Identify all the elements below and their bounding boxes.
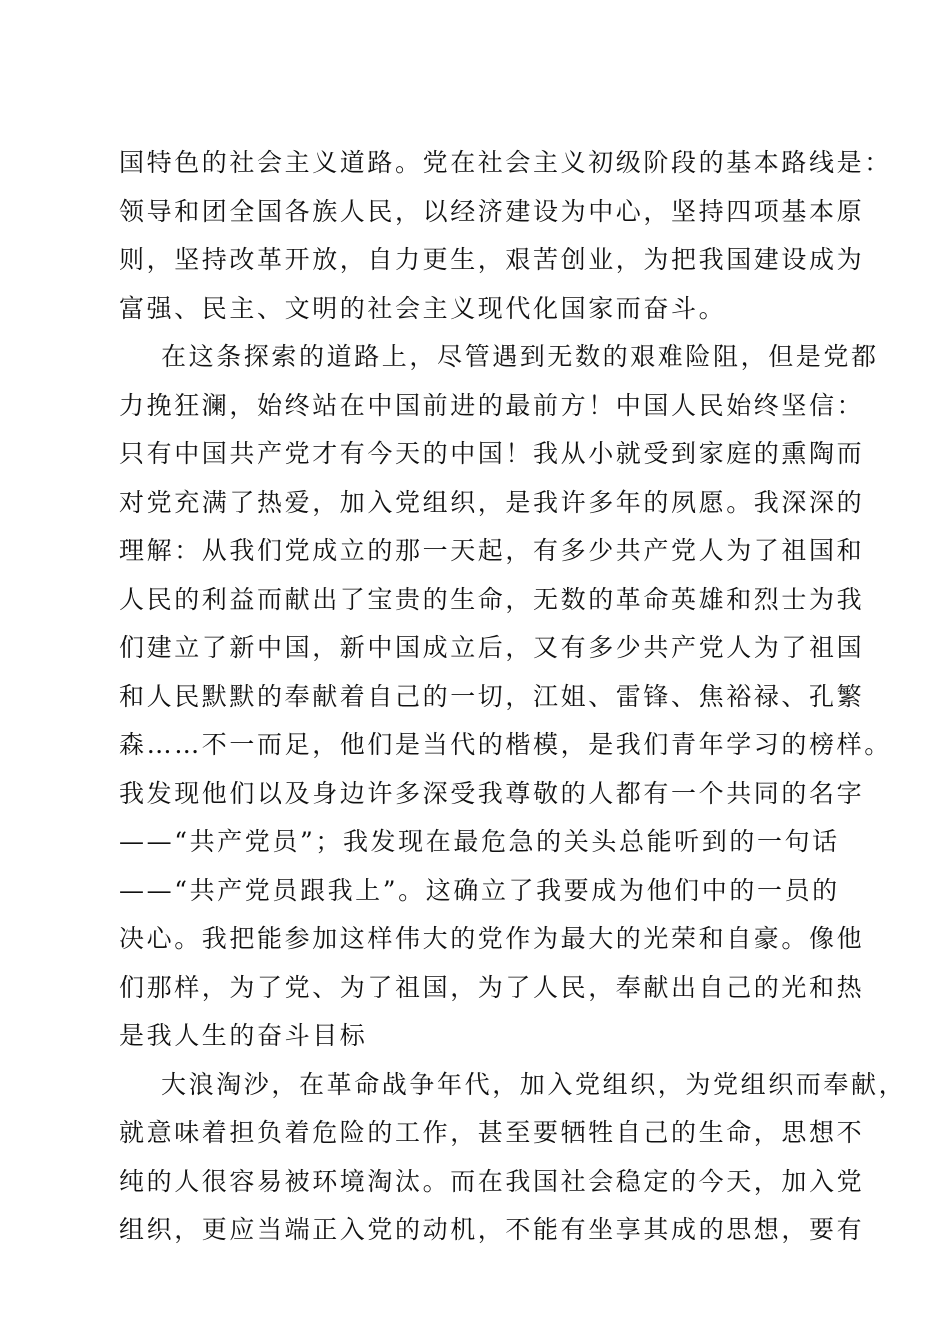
text-line: 领导和团全国各族人民，以经济建设为中心，坚持四项基本原	[119, 196, 865, 226]
text-line: 组织，更应当端正入党的动机，不能有坐享其成的思想，要有	[119, 1215, 865, 1244]
text-line: 大浪淘沙，在革命战争年代，加入党组织，为党组织而奉献，	[161, 1069, 907, 1099]
text-line: ——“共产党员”；我发现在最危急的关头总能听到的一句话	[119, 827, 840, 856]
text-line: 们那样，为了党、为了祖国，为了人民，奉献出自己的光和热	[119, 972, 865, 1002]
text-line: 们建立了新中国，新中国成立后，又有多少共产党人为了祖国	[119, 633, 865, 662]
text-line: 只有中国共产党才有今天的中国！我从小就受到家庭的熏陶而	[119, 439, 865, 468]
text-line: 对党充满了热爱，加入党组织，是我许多年的夙愿。我深深的	[119, 487, 865, 517]
text-line: 人民的利益而献出了宝贵的生命，无数的革命英雄和烈士为我	[119, 584, 865, 614]
text-line: 是我人生的奋斗目标	[119, 1021, 368, 1050]
text-line: 和人民默默的奉献着自己的一切，江姐、雷锋、焦裕禄、孔繁	[119, 681, 865, 711]
text-line: 纯的人很容易被环境淘汰。而在我国社会稳定的今天，加入党	[119, 1166, 865, 1196]
text-line: 理解：从我们党成立的那一天起，有多少共产党人为了祖国和	[119, 536, 865, 565]
text-line: ——“共产党员跟我上”。这确立了我要成为他们中的一员的	[119, 875, 840, 905]
text-line: 富强、民主、文明的社会主义现代化国家而奋斗。	[119, 293, 727, 323]
text-line: 国特色的社会主义道路。党在社会主义初级阶段的基本路线是：	[119, 148, 892, 177]
text-line: 森……不一而足，他们是当代的楷模，是我们青年学习的榜样。	[119, 730, 892, 759]
text-line: 决心。我把能参加这样伟大的党作为最大的光荣和自豪。像他	[119, 924, 865, 953]
document-body	[119, 139, 907, 1255]
paragraph-1	[119, 139, 892, 333]
text-line: 在这条探索的道路上，尽管遇到无数的艰难险阻，但是党都	[161, 342, 879, 371]
text-line: 就意味着担负着危险的工作，甚至要牺牲自己的生命，思想不	[119, 1118, 865, 1147]
text-line: 我发现他们以及身边许多深受我尊敬的人都有一个共同的名字	[119, 778, 865, 808]
text-line: 则，坚持改革开放，自力更生，艰苦创业，为把我国建设成为	[119, 245, 865, 274]
paragraph-2	[119, 333, 892, 1061]
paragraph-3	[119, 1061, 907, 1255]
text-line: 力挽狂澜，始终站在中国前进的最前方！中国人民始终坚信：	[119, 390, 865, 420]
